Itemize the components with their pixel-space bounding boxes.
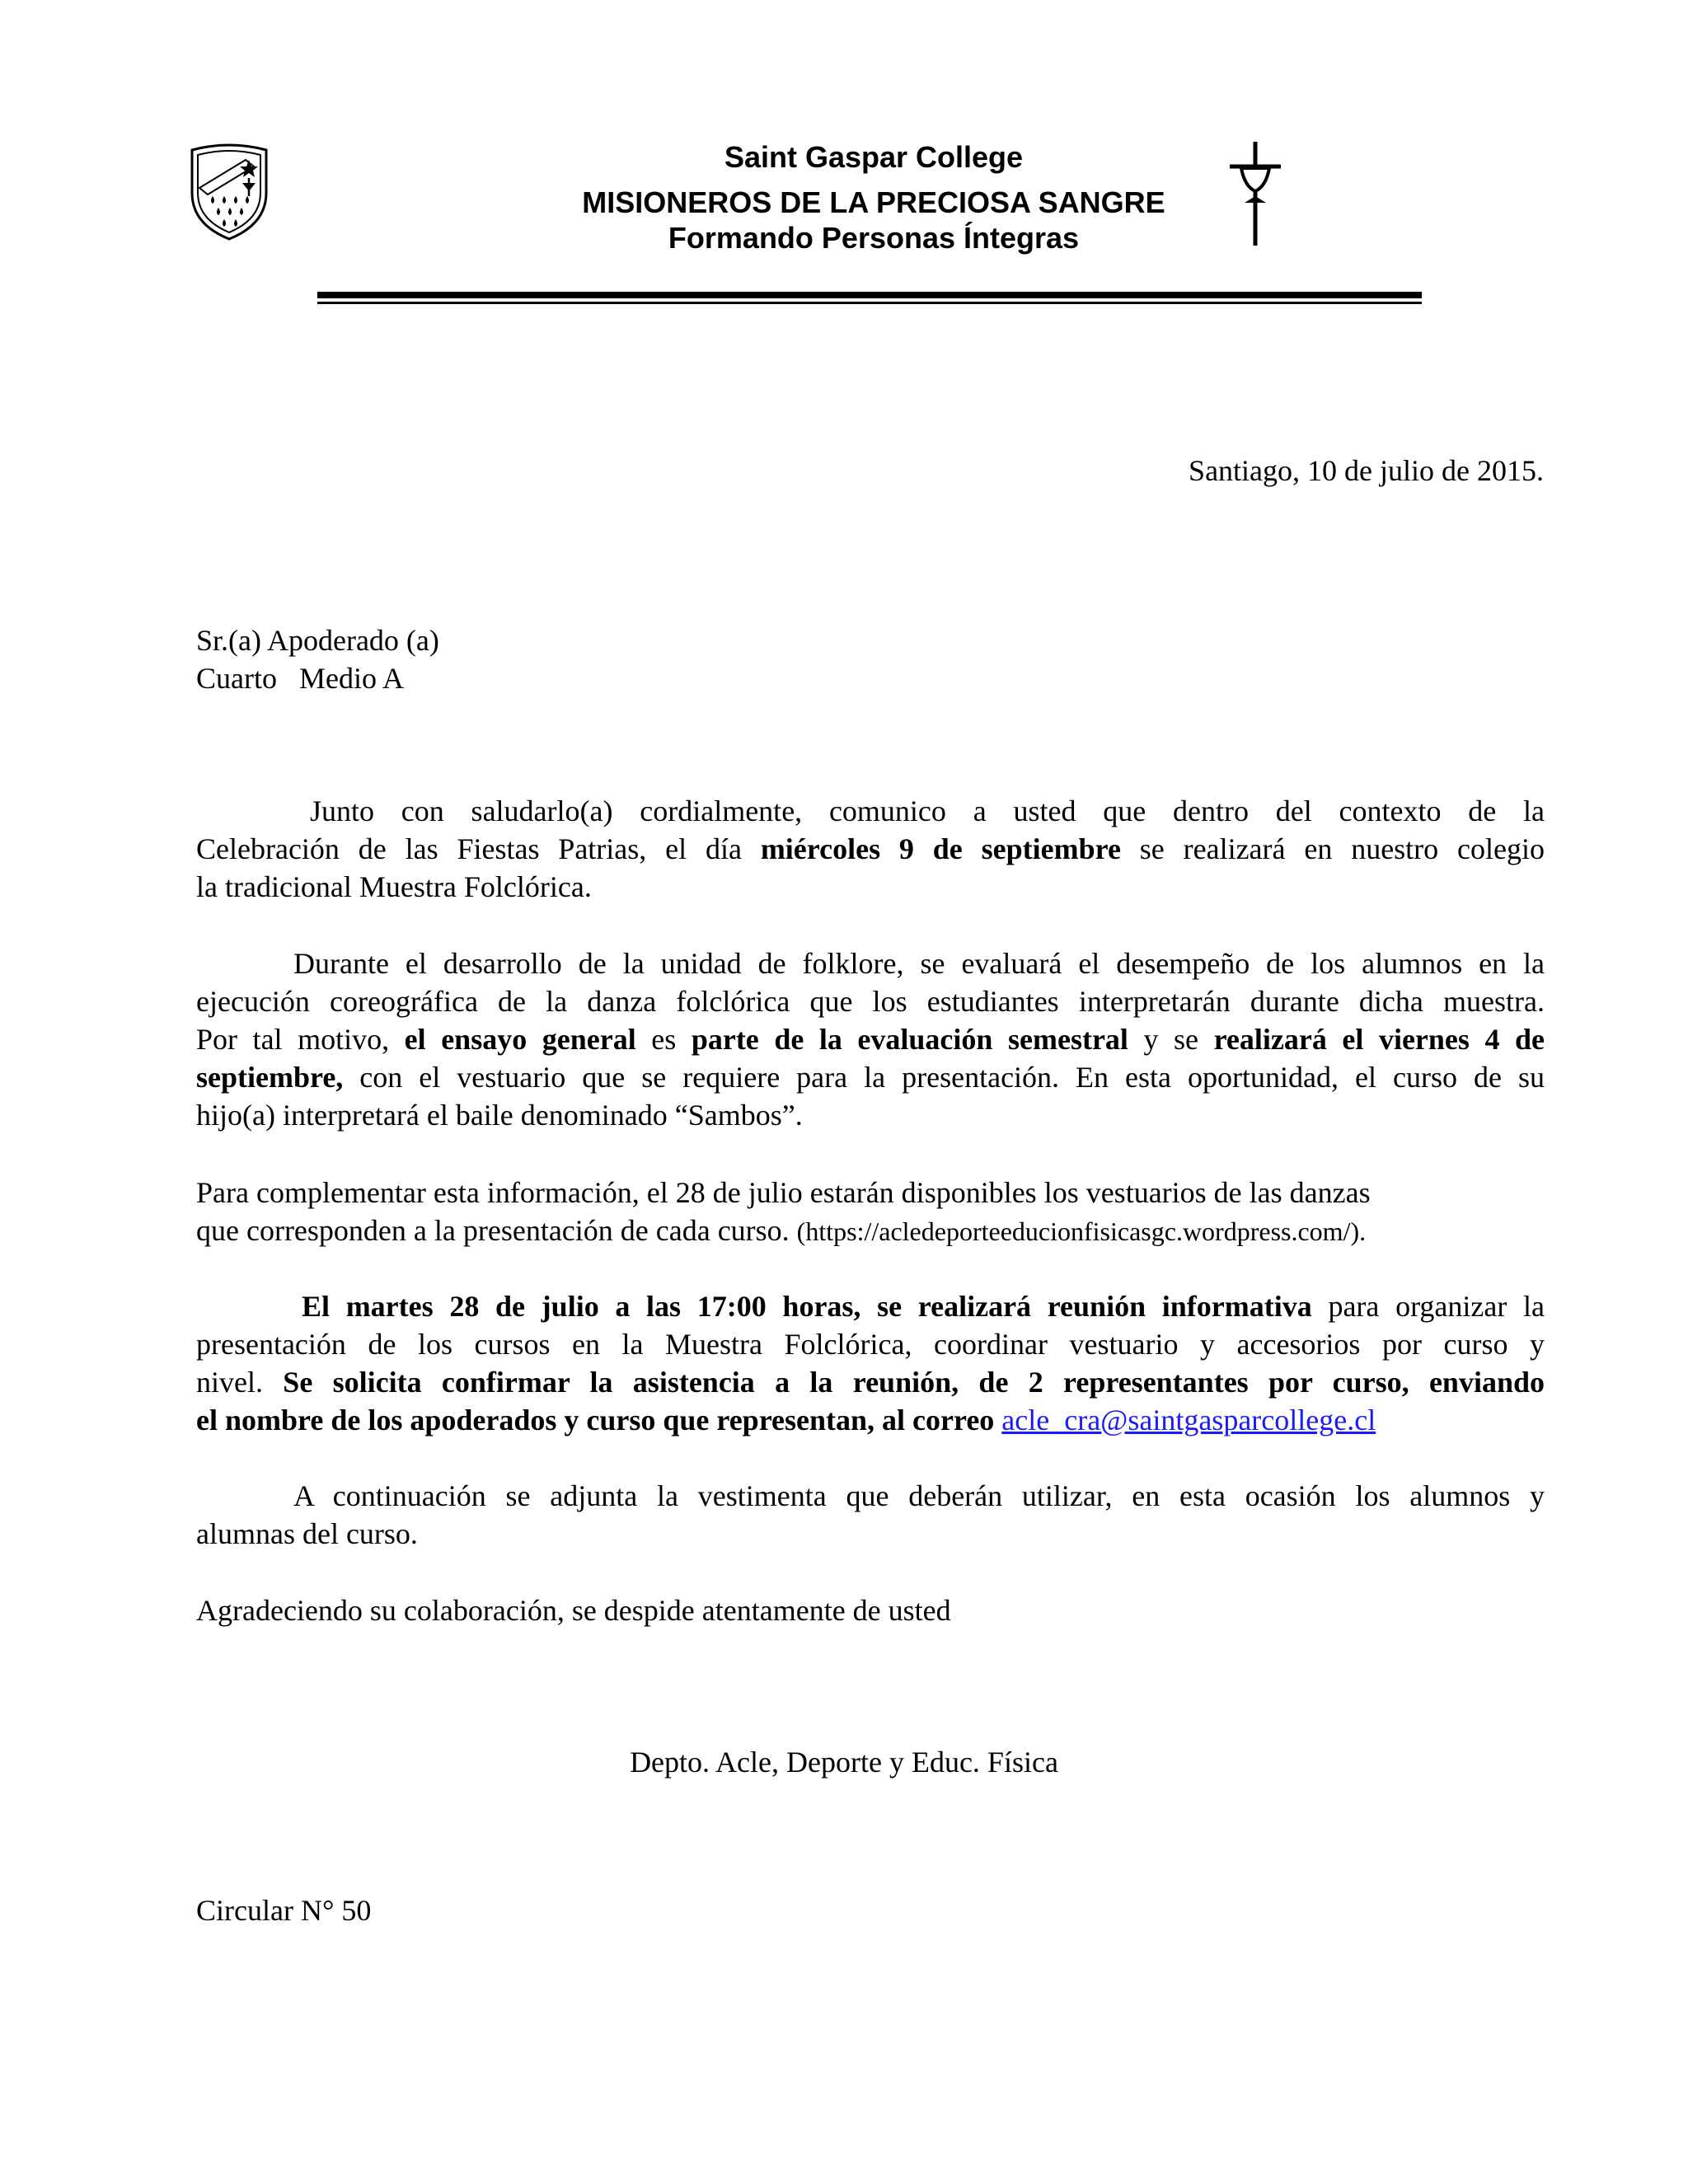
paragraph-line: A continuación se adjunta la vestimenta que deberán utilizar, en esta ocasión los alumnos y bbox=[293, 1479, 1545, 1512]
paragraph-line: septiembre, con el vestuario que se requiere para la presentación. En esta oportunidad, el curso de su bbox=[196, 1061, 1545, 1094]
paragraph-evaluation bbox=[196, 944, 1545, 1134]
department-signature: Depto. Acle, Deporte y Educ. Física bbox=[630, 1746, 1058, 1779]
school-motto: Formando Personas Íntegras bbox=[668, 221, 1080, 255]
paragraph-line: Junto con saludarlo(a) cordialmente, comunico a usted que dentro del contexto de la bbox=[310, 794, 1545, 827]
paragraph-line: presentación de los cursos en la Muestra Folclórica, coordinar vestuario y accesorios por curso y bbox=[196, 1328, 1545, 1361]
paragraph-attire bbox=[196, 1477, 1545, 1553]
recipient-block bbox=[196, 621, 439, 697]
paragraph-line: el nombre de los apoderados y curso que representan, al correo acle_cra@saintgasparcollege.cl bbox=[196, 1404, 1376, 1436]
event-date-bold: miércoles 9 de septiembre bbox=[760, 832, 1121, 865]
paragraph-line: Por tal motivo, el ensayo general es parte de la evaluación semestral y se realizará el viernes 4 de bbox=[196, 1023, 1545, 1056]
paragraph-line: que corresponden a la presentación de cada curso. (https://acledeporteeducionfisicasgc.wordpress.com/). bbox=[196, 1214, 1367, 1247]
school-crest-icon bbox=[188, 142, 270, 242]
contact-email-link[interactable]: acle_cra@saintgasparcollege.cl bbox=[1001, 1404, 1376, 1436]
paragraph-line: Para complementar esta información, el 28 de julio estarán disponibles los vestuarios de las danzas bbox=[196, 1176, 1371, 1209]
paragraph-line: la tradicional Muestra Folclórica. bbox=[196, 870, 592, 903]
paragraph-line: Durante el desarrollo de la unidad de folklore, se evaluará el desempeño de los alumnos en la bbox=[293, 947, 1545, 980]
paragraph-line: Celebración de las Fiestas Patrias, el día miércoles 9 de septiembre se realizará en nuestro colegio bbox=[196, 832, 1545, 865]
school-name: Saint Gaspar College bbox=[724, 140, 1024, 174]
website-url: (https://acledeporteeducionfisicasgc.wordpress.com/). bbox=[796, 1216, 1367, 1246]
paragraph-line: nivel. Se solicita confirmar la asistencia a la reunión, de 2 representantes por curso, enviando bbox=[196, 1366, 1545, 1399]
paragraph-line: alumnas del curso. bbox=[196, 1517, 418, 1550]
congregation-name: MISIONEROS DE LA PRECIOSA SANGRE bbox=[582, 185, 1165, 219]
cross-chalice-icon bbox=[1226, 140, 1284, 247]
paragraph-meeting bbox=[196, 1287, 1545, 1439]
paragraph-line: hijo(a) interpretará el baile denominado “Sambos”. bbox=[196, 1099, 803, 1132]
letter-date: Santiago, 10 de julio de 2015. bbox=[1189, 454, 1544, 487]
paragraph-line: ejecución coreográfica de la danza folclórica que los estudiantes interpretarán durante dicha muestra. bbox=[196, 985, 1545, 1018]
paragraph-invitation bbox=[196, 792, 1545, 906]
recipient-course: Cuarto Medio A bbox=[196, 662, 404, 695]
paragraph-line: El martes 28 de julio a las 17:00 horas, se realizará reunión informativa para organizar la bbox=[302, 1290, 1545, 1323]
circular-number: Circular N° 50 bbox=[196, 1894, 372, 1927]
paragraph-costumes bbox=[196, 1174, 1545, 1250]
header-rule-thick bbox=[317, 292, 1422, 298]
recipient-line: Sr.(a) Apoderado (a) bbox=[196, 624, 439, 657]
closing-line: Agradeciendo su colaboración, se despide atentamente de usted bbox=[196, 1594, 951, 1627]
header-rule-thin bbox=[317, 302, 1422, 304]
